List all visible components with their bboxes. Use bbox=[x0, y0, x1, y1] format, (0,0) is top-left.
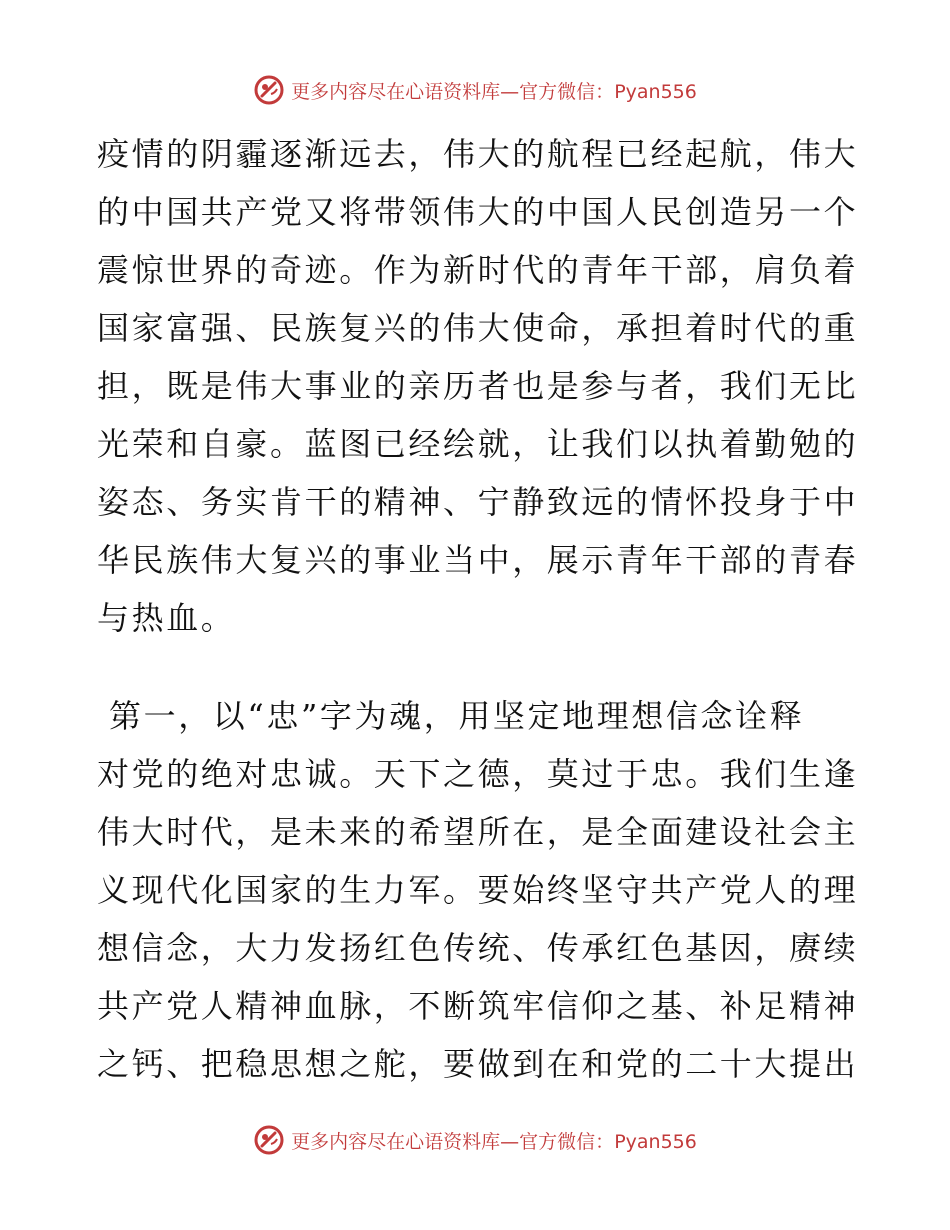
footer-site-name: 更多内容尽在心语资料库 bbox=[291, 1130, 501, 1153]
text-line: 疫情的阴霾逐渐远去，伟大的航程已经起航，伟大 bbox=[97, 135, 859, 173]
document-body bbox=[97, 125, 857, 1093]
text-line: 光荣和自豪。蓝图已经绘就，让我们以执着勤勉的 bbox=[97, 425, 859, 463]
header-banner bbox=[0, 70, 950, 110]
header-wechat-label: 官方微信： bbox=[519, 80, 615, 103]
footer-banner-text bbox=[291, 1127, 697, 1154]
text-line: 姿态、务实肯干的精神、宁静致远的情怀投身于中 bbox=[97, 483, 859, 521]
header-separator: — bbox=[500, 80, 520, 103]
text-line: 之钙、把稳思想之舵，要做到在和党的二十大提出 bbox=[97, 1045, 859, 1083]
text-line: 义现代化国家的生力军。要始终坚守共产党人的理 bbox=[97, 871, 859, 909]
text-line: 伟大时代，是未来的希望所在，是全面建设社会主 bbox=[97, 813, 859, 851]
paragraph-2 bbox=[97, 687, 857, 1093]
text-line: 与热血。 bbox=[97, 599, 236, 637]
text-line: 的中国共产党又将带领伟大的中国人民创造另一个 bbox=[97, 193, 859, 231]
header-banner-text bbox=[291, 77, 697, 104]
header-wechat-id: Pyan556 bbox=[614, 80, 697, 103]
text-line: 华民族伟大复兴的事业当中，展示青年干部的青春 bbox=[97, 541, 859, 579]
text-line: 担，既是伟大事业的亲历者也是参与者，我们无比 bbox=[97, 367, 859, 405]
text-line: 对党的绝对忠诚。天下之德，莫过于忠。我们生逢 bbox=[97, 755, 859, 793]
paragraph-1 bbox=[97, 125, 857, 647]
logo-icon bbox=[253, 1124, 285, 1156]
text-line: 震惊世界的奇迹。作为新时代的青年干部，肩负着 bbox=[97, 251, 859, 289]
text-line: 共产党人精神血脉，不断筑牢信仰之基、补足精神 bbox=[97, 987, 859, 1025]
section-heading: 第一，以“忠”字为魂，用坚定地理想信念诠释 bbox=[109, 697, 805, 735]
text-line: 想信念，大力发扬红色传统、传承红色基因，赓续 bbox=[97, 929, 859, 967]
logo-icon bbox=[253, 74, 285, 106]
footer-wechat-label: 官方微信： bbox=[519, 1130, 615, 1153]
footer-wechat-id: Pyan556 bbox=[614, 1130, 697, 1153]
text-line: 国家富强、民族复兴的伟大使命，承担着时代的重 bbox=[97, 309, 859, 347]
footer-banner bbox=[0, 1120, 950, 1160]
paragraph-gap bbox=[97, 647, 857, 687]
header-site-name: 更多内容尽在心语资料库 bbox=[291, 80, 501, 103]
footer-separator: — bbox=[500, 1130, 520, 1153]
